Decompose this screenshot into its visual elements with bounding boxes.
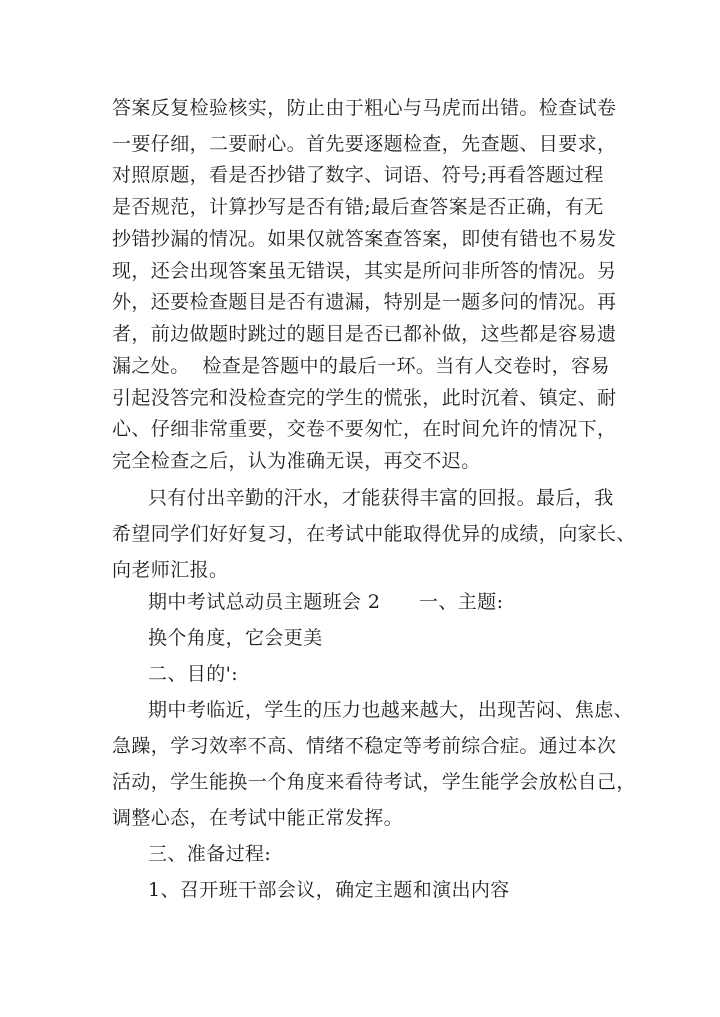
text-line: 活动，学生能换一个角度来看待考试，学生能学会放松自己， [112, 771, 636, 793]
paragraph-start-line: 期中考临近，学生的压力也越来越大，出现苦闷、焦虑、 [148, 699, 634, 721]
text-line: 一要仔细，二要耐心。首先要逐题检查，先查题、目要求， [112, 133, 617, 155]
text-line: 心、仔细非常重要，交卷不要匆忙，在时间允许的情况下， [112, 418, 617, 440]
text-line: 抄错抄漏的情况。如果仅就答案查答案，即使有错也不易发 [112, 228, 617, 250]
list-item: 1、召开班干部会议，确定主题和演出内容 [148, 879, 510, 901]
text-line: 者，前边做题时跳过的题目是否已都补做，这些都是容易遗 [112, 323, 617, 345]
text-line: 现，还会出现答案虽无错误，其实是所问非所答的情况。另 [112, 260, 617, 282]
text-line: 对照原题，看是否抄错了数字、词语、符号;再看答题过程 [112, 164, 604, 186]
text-line: 答案反复检验核实，防止由于粗心与马虎而出错。检查试卷 [112, 97, 617, 119]
text-line: 是否规范，计算抄写是否有错;最后查答案是否正确，有无 [112, 196, 604, 218]
text-line: 希望同学们好好复习，在考试中能取得优异的成绩，向家长、 [112, 523, 636, 545]
section-heading: 三、准备过程: [148, 843, 272, 865]
text-line: 向老师汇报。 [112, 559, 229, 581]
text-line: 调整心态，在考试中能正常发挥。 [112, 807, 404, 829]
theme-line: 换个角度，它会更美 [148, 627, 323, 649]
text-line: 完全检查之后，认为准确无误，再交不迟。 [112, 450, 481, 472]
text-line: 外，还要检查题目是否有遗漏，特别是一题多问的情况。再 [112, 291, 617, 313]
section-heading: 期中考试总动员主题班会 2 一、主题: [148, 591, 504, 613]
text-line: 漏之处。 检查是答题中的最后一环。当有人交卷时，容易 [112, 355, 610, 377]
text-line: 急躁，学习效率不高、情绪不稳定等考前综合症。通过本次 [112, 735, 617, 757]
paragraph-start-line: 只有付出辛勤的汗水，才能获得丰富的回报。最后，我 [148, 487, 614, 509]
text-line: 引起没答完和没检查完的学生的慌张，此时沉着、镇定、耐 [112, 387, 617, 409]
section-heading: 二、目的': [148, 663, 239, 685]
